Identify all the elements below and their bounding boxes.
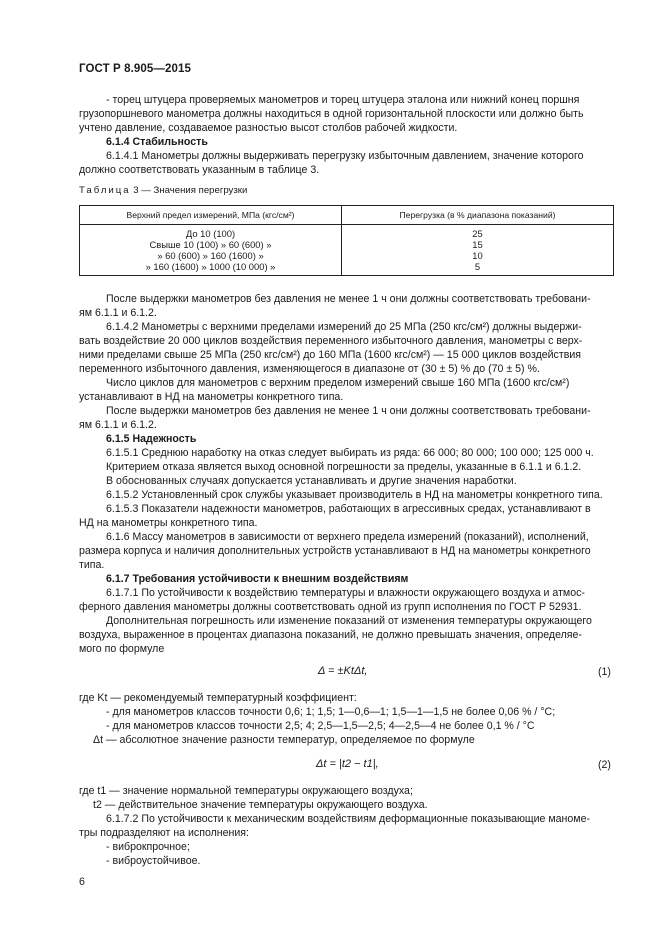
paragraph-line: ям 6.1.1 и 6.1.2. — [79, 419, 157, 431]
table-col-overload — [342, 225, 614, 276]
document-header: ГОСТ Р 8.905—2015 — [79, 63, 191, 75]
paragraph-line: вать воздействие 20 000 циклов воздействия переменного избыточного давления, манометры с верх- — [79, 335, 583, 347]
formula-2: Δt = |t2 − t1|, — [316, 758, 379, 770]
paragraph-line: ферного давления манометры должны соответствовать одной из групп исполнения по ГОСТ Р 52931. — [79, 601, 582, 613]
list-item: - для манометров классов точности 2,5; 4; 2,5—1,5—2,5; 4—2,5—4 не более 0,1 % / °С — [106, 720, 535, 732]
paragraph-line: Дополнительная погрешность или изменение показаний от изменения температуры окружающего — [106, 615, 592, 627]
section-heading-6-1-7: 6.1.7 Требования устойчивости к внешним воздействиям — [106, 573, 409, 585]
table-cell-range: До 10 (100) — [185, 228, 236, 239]
paragraph-line: учтено давление, создаваемое разностью высот столбов рабочей жидкости. — [79, 122, 458, 134]
table-header-range: Верхний предел измерений, МПа (кгс/см²) — [80, 206, 342, 225]
list-item: - виброустойчивое. — [106, 855, 201, 867]
paragraph-line: 6.1.5.1 Среднюю наработку на отказ следует выбирать из ряда: 66 000; 80 000; 100 000; 125 000 ч. — [106, 447, 594, 459]
table-caption — [79, 185, 247, 196]
paragraph-line: должно соответствовать указанным в таблице 3. — [79, 164, 320, 176]
paragraph-line: 6.1.4.1 Манометры должны выдерживать перегрузку избыточным давлением, значение которого — [106, 150, 584, 162]
table-header-overload: Перегрузка (в % диапазона показаний) — [342, 206, 614, 225]
section-heading-6-1-4: 6.1.4 Стабильность — [106, 136, 208, 148]
table-cell-range: » 60 (600) » 160 (1600) » — [157, 250, 264, 261]
paragraph-line: воздуха, выраженное в процентах диапазона показаний, не должно превышать значения, определяе- — [79, 629, 582, 641]
paragraph-line: грузопоршневого манометра должны находиться в одной горизонтальной плоскости или должно быть — [79, 108, 584, 120]
table-cell-range: » 160 (1600) » 1000 (10 000) » — [145, 261, 276, 272]
table-caption-label: Таблица — [79, 185, 131, 196]
paragraph-line: t2 — действительное значение температуры окружающего воздуха. — [93, 799, 428, 811]
equation-number-2: (2) — [598, 759, 611, 771]
paragraph-line: Критерием отказа является выход основной погрешности за пределы, указанные в 6.1.1 и 6.1.2. — [106, 461, 582, 473]
paragraph-line: ними пределами свыше 25 МПа (250 кгс/см²) до 160 МПа (1600 кгс/см²) — 15 000 циклов воздействия — [79, 349, 581, 361]
paragraph-line: 6.1.6 Массу манометров в зависимости от верхнего предела измерений (показаний), исполнений, — [106, 531, 589, 543]
list-item: - виброкпрочное; — [106, 841, 190, 853]
overload-table — [79, 205, 614, 276]
paragraph-line: 6.1.4.2 Манометры с верхними пределами измерений до 25 МПа (250 кгс/см²) должны выдержи- — [106, 321, 582, 333]
paragraph-line: размера корпуса и наличия дополнительных устройств устанавливают в НД на манометры конкретного — [79, 545, 591, 557]
paragraph-line: переменного избыточного давления, изменяющегося в диапазоне от (30 ± 5) % до (70 ± 5) %. — [79, 363, 540, 375]
paragraph-line: После выдержки манометров без давления не менее 1 ч они должны соответствовать требовани- — [106, 405, 591, 417]
paragraph-line: тры подразделяют на исполнения: — [79, 827, 249, 839]
table-cell-range: Свыше 10 (100) » 60 (600) » — [149, 239, 272, 250]
paragraph-line: где Kt — рекомендуемый температурный коэффициент: — [79, 692, 357, 704]
table-cell-value: 5 — [474, 261, 481, 272]
paragraph-line: После выдержки манометров без давления не менее 1 ч они должны соответствовать требовани- — [106, 293, 591, 305]
table-cell-value: 15 — [472, 239, 483, 250]
table-caption-text: 3 — Значения перегрузки — [133, 185, 248, 196]
paragraph-line: где t1 — значение нормальной температуры окружающего воздуха; — [79, 785, 413, 797]
table-col-range — [80, 225, 342, 276]
table-cell-value: 10 — [472, 250, 483, 261]
equation-number-1: (1) — [598, 666, 611, 678]
paragraph-line: 6.1.7.1 По устойчивости к воздействию температуры и влажности окружающего воздуха и атмос- — [106, 587, 585, 599]
paragraph-line: типа. — [79, 559, 105, 571]
paragraph-line: устанавливают в НД на манометры конкретного типа. — [79, 391, 344, 403]
table-cell-value: 25 — [472, 228, 483, 239]
paragraph-line: НД на манометры конкретного типа. — [79, 517, 258, 529]
paragraph-line: - торец штуцера проверяемых манометров и торец штуцера эталона или нижний конец поршня — [106, 94, 580, 106]
list-item: - для манометров классов точности 0,6; 1; 1,5; 1—0,6—1; 1,5—1—1,5 не более 0,06 % / °С; — [106, 706, 556, 718]
paragraph-line: 6.1.5.3 Показатели надежности манометров, работающих в агрессивных средах, устанавливают в — [106, 503, 591, 515]
paragraph-line: Δt — абсолютное значение разности температур, определяемое по формуле — [93, 734, 475, 746]
paragraph-line: Число циклов для манометров с верхним пределом измерений свыше 160 МПа (1600 кгс/см²) — [106, 377, 570, 389]
paragraph-line: 6.1.5.2 Установленный срок службы указывает производитель в НД на манометры конкретного типа. — [106, 489, 603, 501]
paragraph-line: мого по формуле — [79, 643, 165, 655]
section-heading-6-1-5: 6.1.5 Надежность — [106, 433, 197, 445]
paragraph-line: ям 6.1.1 и 6.1.2. — [79, 307, 157, 319]
paragraph-line: 6.1.7.2 По устойчивости к механическим воздействиям деформационные показывающие маноме- — [106, 813, 591, 825]
paragraph-line: В обоснованных случаях допускается устанавливать и другие значения наработки. — [106, 475, 517, 487]
formula-1: Δ = ±KtΔt, — [318, 665, 368, 677]
page-number: 6 — [79, 876, 85, 888]
